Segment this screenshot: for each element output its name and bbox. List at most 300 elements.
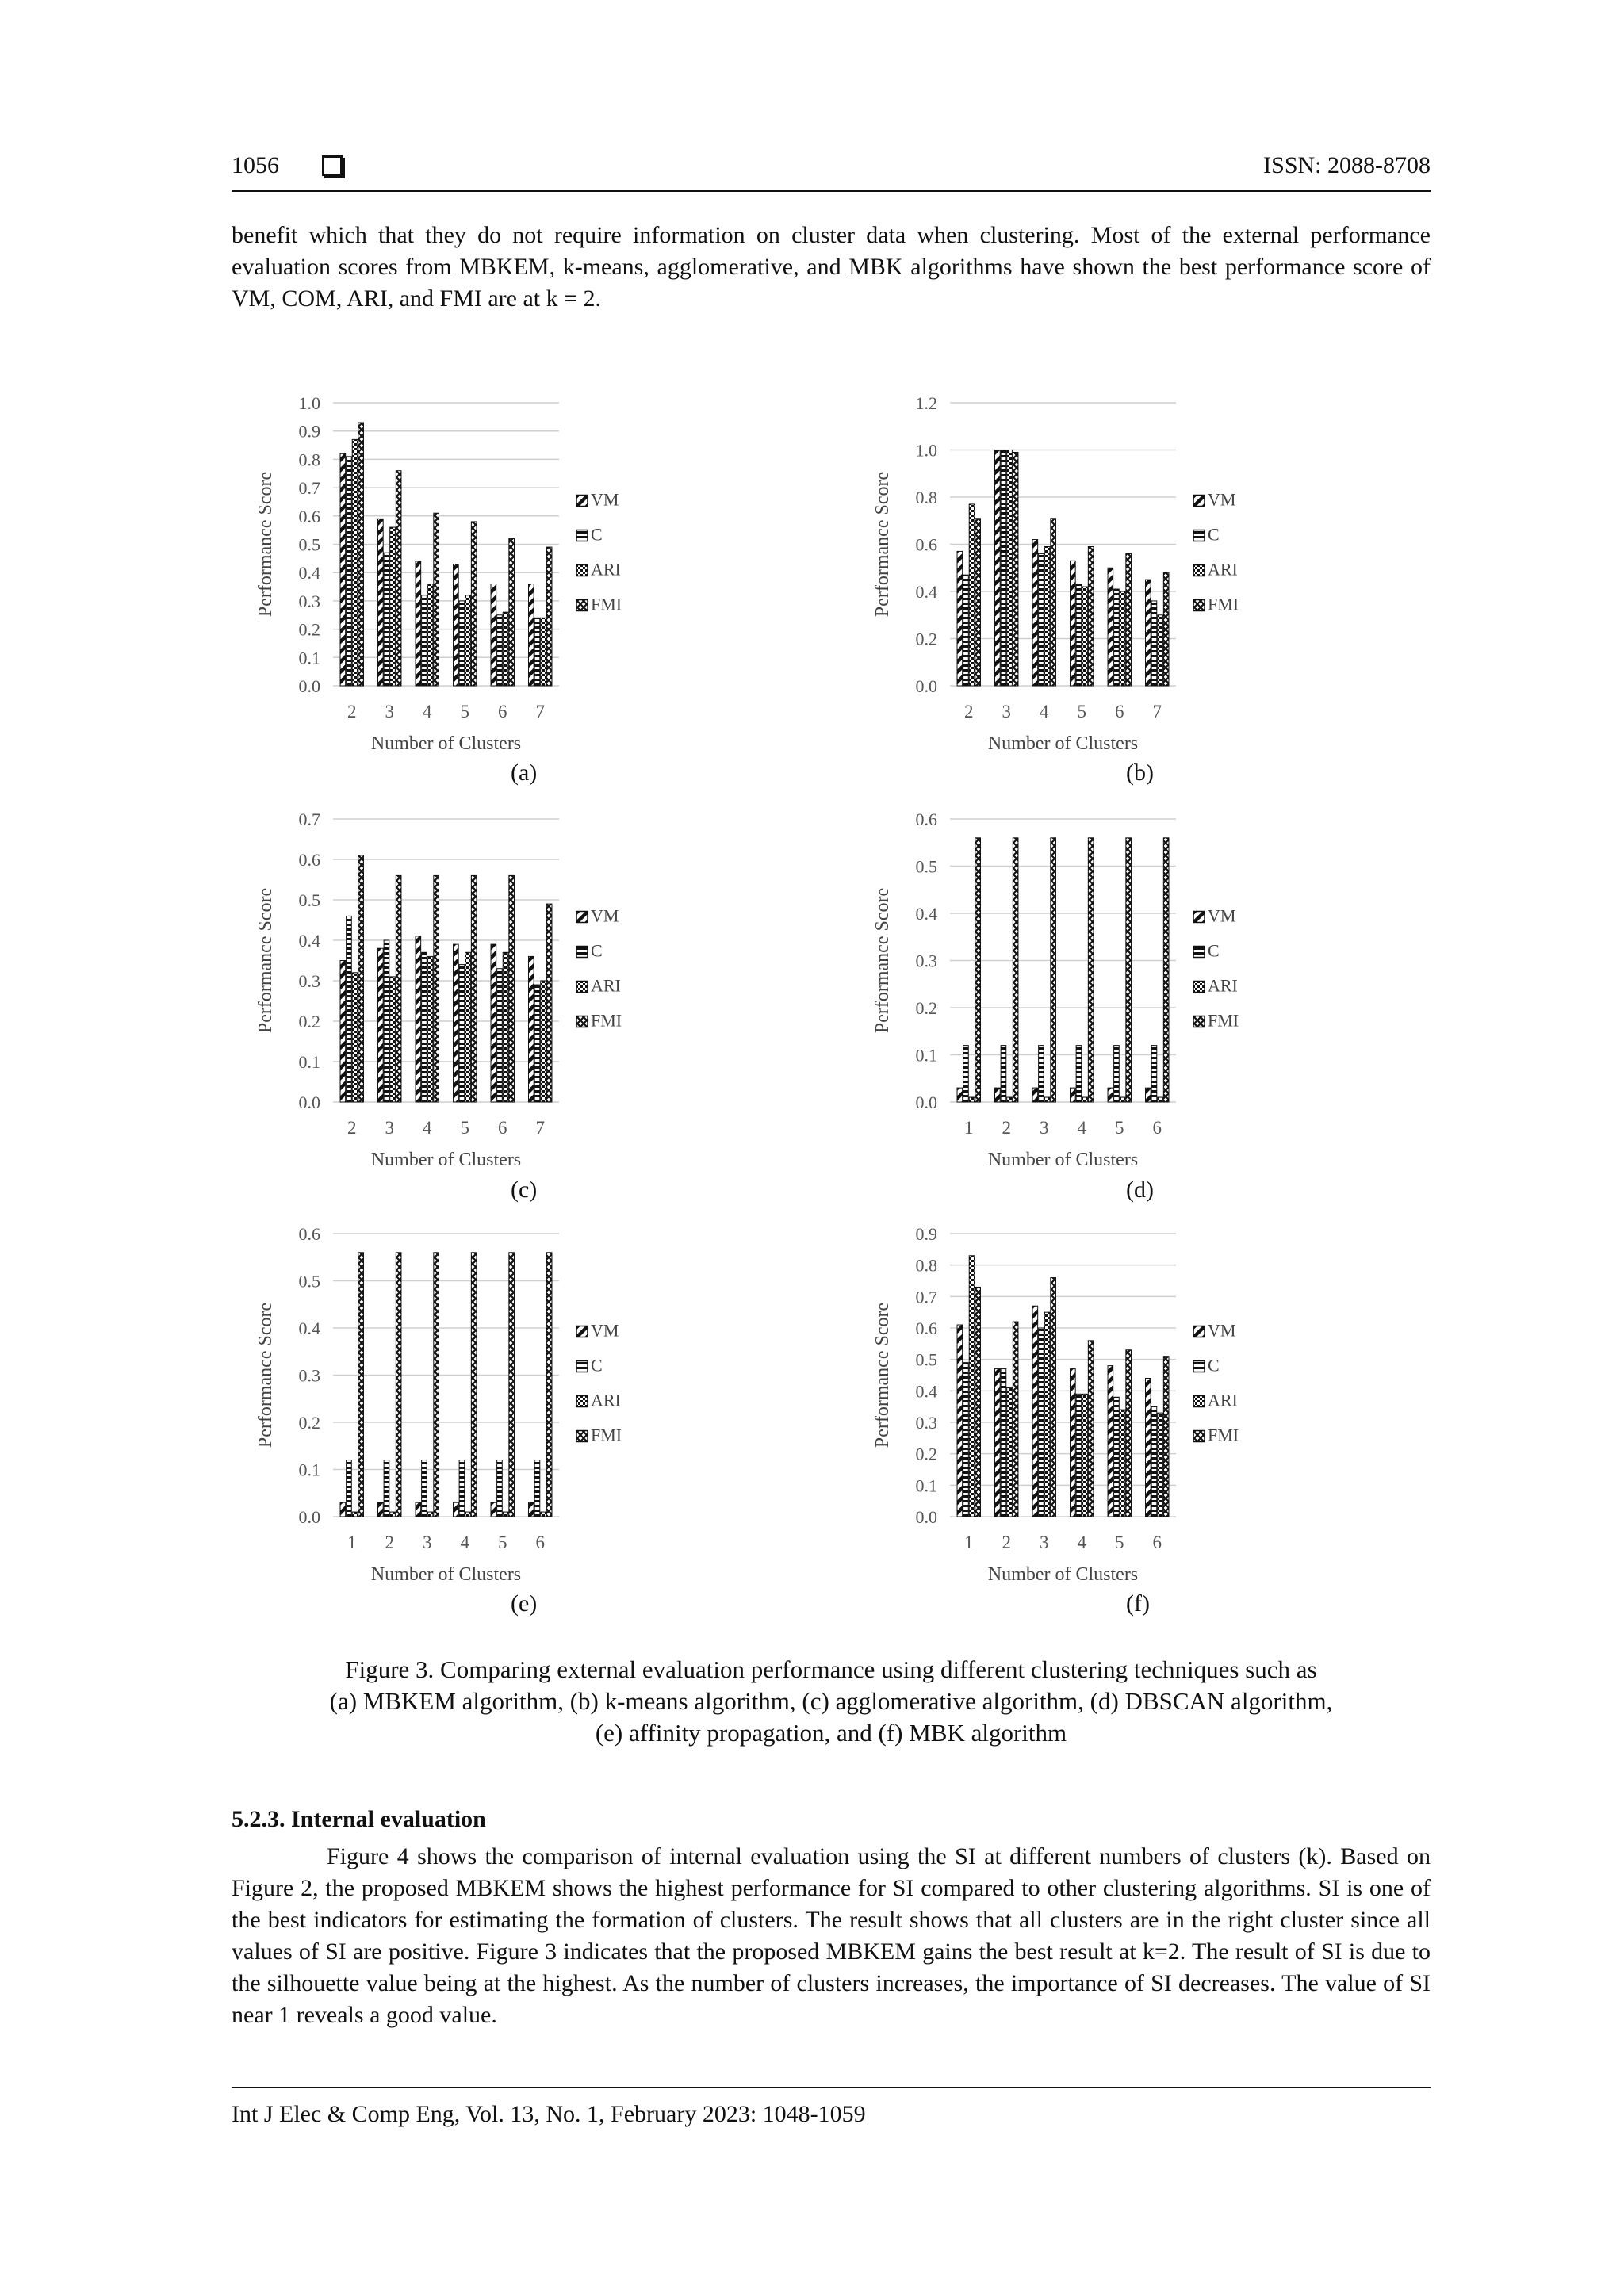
bar-vm <box>995 450 1001 687</box>
section-paragraph: Figure 4 shows the comparison of internal evaluation using the SI at different numbers of clusters (k). Based on Figure 2, the proposed MBKEM shows the highest performance for SI compared to other clustering algorithms. SI is one of the best indicators for estimating the formation of clusters. The result shows that all clusters are in the right cluster since all values of SI are positive. Figure 3 indicates that the proposed MBKEM gains the best result at k=2. The result of SI is due to the silhouette value being at the highest. As the number of clusters increases, the importance of SI decreases. The value of SI near 1 reveals a good value. <box>232 1843 1431 2028</box>
y-tick-label: 0.9 <box>915 1224 937 1244</box>
bar-vm <box>378 1502 384 1517</box>
y-tick-label: 0.7 <box>915 1287 937 1307</box>
bar-fmi <box>546 547 552 686</box>
bar-vm <box>416 1502 421 1517</box>
bar-ari <box>465 595 471 686</box>
legend-label: VM <box>1208 1320 1236 1341</box>
legend-swatch <box>1193 1431 1205 1442</box>
bar-c <box>1039 1046 1044 1102</box>
chart-e <box>238 1219 650 1592</box>
x-tick-label: 6 <box>498 702 508 721</box>
chart-a <box>238 388 650 761</box>
bar-c <box>1001 1369 1006 1517</box>
legend-swatch <box>576 912 588 923</box>
bar-fmi <box>1088 838 1094 1102</box>
bar-c <box>384 940 389 1102</box>
y-tick-label: 0.0 <box>298 1093 320 1112</box>
bar-ari <box>541 981 546 1102</box>
legend-swatch <box>576 1361 588 1372</box>
bar-vm <box>416 561 421 686</box>
x-tick-label: 4 <box>1040 702 1049 721</box>
x-tick-label: 6 <box>1152 1118 1162 1138</box>
subfigure-label-e: (e) <box>511 1590 538 1617</box>
y-tick-label: 0.4 <box>915 904 937 924</box>
y-tick-label: 0.4 <box>298 931 320 951</box>
bar-c <box>963 1363 969 1517</box>
bar-fmi <box>1051 519 1056 686</box>
bar-c <box>534 618 540 686</box>
bar-ari <box>1120 591 1125 686</box>
bar-vm <box>1108 1366 1113 1517</box>
x-tick-label: 5 <box>1077 702 1086 721</box>
legend-label: ARI <box>591 975 621 996</box>
chart-d <box>855 805 1267 1177</box>
y-tick-label: 0.4 <box>298 1318 320 1338</box>
y-tick-label: 0.6 <box>298 506 320 526</box>
bar-ari <box>1007 1097 1013 1102</box>
bar-fmi <box>975 519 981 686</box>
bar-c <box>384 1460 389 1517</box>
legend-swatch <box>1193 1396 1205 1407</box>
legend-label: C <box>1208 1355 1220 1376</box>
bar-vm <box>957 551 963 686</box>
bar-vm <box>1032 1088 1038 1102</box>
legend-label: FMI <box>1208 1425 1239 1445</box>
bar-c <box>1114 1046 1120 1102</box>
y-tick-label: 1.0 <box>915 440 937 461</box>
y-tick-label: 0.2 <box>915 998 937 1018</box>
legend-swatch <box>576 600 588 611</box>
bar-fmi <box>546 1253 552 1517</box>
bar-vm <box>995 1088 1001 1102</box>
legend-label: FMI <box>1208 1010 1239 1031</box>
bar-c <box>497 1460 503 1517</box>
bar-ari <box>1158 1413 1163 1517</box>
legend-label: ARI <box>1208 1390 1238 1410</box>
y-tick-label: 0.7 <box>298 478 320 499</box>
header-rule <box>232 190 1431 192</box>
bar-fmi <box>1163 1357 1169 1517</box>
bar-vm <box>416 936 421 1102</box>
footer-citation: Int J Elec & Comp Eng, Vol. 13, No. 1, February 2023: 1048-1059 <box>232 2101 866 2127</box>
bar-fmi <box>1013 838 1018 1102</box>
y-tick-label: 0.0 <box>298 1507 320 1527</box>
y-tick-label: 0.5 <box>298 534 320 555</box>
chart-f <box>855 1219 1267 1592</box>
bar-fmi <box>546 904 552 1102</box>
bar-c <box>347 457 352 686</box>
chart-panel-a <box>238 388 650 761</box>
bar-c <box>1114 1397 1120 1517</box>
y-tick-label: 0.1 <box>298 1460 320 1480</box>
footer-rule <box>232 2087 1431 2088</box>
bar-ari <box>1044 546 1050 686</box>
bar-vm <box>1108 1088 1113 1102</box>
bar-ari <box>1082 1394 1088 1517</box>
bar-c <box>422 952 427 1102</box>
x-tick-label: 4 <box>1077 1118 1086 1138</box>
legend-swatch <box>1193 565 1205 576</box>
bar-fmi <box>1126 838 1132 1102</box>
y-tick-label: 0.1 <box>298 1052 320 1072</box>
y-tick-label: 0.9 <box>298 421 320 442</box>
legend-swatch <box>576 1431 588 1442</box>
chart-panel-f <box>855 1219 1267 1592</box>
y-tick-label: 0.1 <box>915 1045 937 1066</box>
bar-c <box>422 1460 427 1517</box>
bar-ari <box>352 439 358 686</box>
x-axis-label: Number of Clusters <box>370 1564 522 1585</box>
bar-vm <box>529 584 534 686</box>
bar-fmi <box>509 538 515 686</box>
bar-vm <box>1146 1378 1151 1517</box>
x-tick-label: 1 <box>964 1533 974 1552</box>
bar-fmi <box>434 513 439 686</box>
bar-ari <box>1158 615 1163 686</box>
x-tick-label: 5 <box>498 1533 508 1552</box>
bar-fmi <box>358 855 364 1102</box>
bar-vm <box>491 584 496 686</box>
x-axis-label: Number of Clusters <box>987 733 1139 754</box>
legend-swatch <box>1193 1326 1205 1337</box>
bar-fmi <box>1088 546 1094 686</box>
legend-swatch <box>576 530 588 541</box>
subfigure-label-a: (a) <box>511 760 538 786</box>
x-tick-label: 4 <box>1077 1533 1086 1552</box>
bar-fmi <box>1051 838 1056 1102</box>
y-tick-label: 1.0 <box>298 393 320 413</box>
bar-ari <box>427 1512 433 1517</box>
bar-ari <box>465 952 471 1102</box>
bar-vm <box>454 564 459 686</box>
bar-vm <box>1071 1088 1076 1102</box>
bar-c <box>347 916 352 1102</box>
bar-vm <box>1108 568 1113 686</box>
legend-label: FMI <box>1208 594 1239 614</box>
x-axis-label: Number of Clusters <box>370 1150 522 1170</box>
x-tick-label: 4 <box>423 702 432 721</box>
bar-c <box>1114 589 1120 686</box>
caption-line: (a) MBKEM algorithm, (b) k-means algorithm, (c) agglomerative algorithm, (d) DBSCAN algorithm, <box>329 1687 1333 1715</box>
legend-label: VM <box>591 905 619 926</box>
legend-swatch <box>1193 530 1205 541</box>
bar-ari <box>465 1512 471 1517</box>
x-tick-label: 5 <box>1115 1533 1124 1552</box>
y-tick-label: 0.4 <box>915 582 937 602</box>
bar-fmi <box>434 875 439 1102</box>
bar-vm <box>1032 540 1038 686</box>
bar-c <box>1001 1046 1006 1102</box>
figure-caption <box>232 1654 1431 1749</box>
x-tick-label: 5 <box>1115 1118 1124 1138</box>
bar-c <box>1076 1046 1082 1102</box>
y-tick-label: 0.2 <box>298 619 320 640</box>
y-tick-label: 0.6 <box>298 1224 320 1244</box>
x-tick-label: 2 <box>347 702 357 721</box>
subfigure-label-b: (b) <box>1126 760 1154 786</box>
subfigure-label-d: (d) <box>1126 1177 1154 1203</box>
y-tick-label: 0.5 <box>298 1271 320 1292</box>
legend-swatch <box>1193 1361 1205 1372</box>
bar-vm <box>340 1502 346 1517</box>
x-axis-label: Number of Clusters <box>987 1564 1139 1585</box>
bar-c <box>497 969 503 1102</box>
y-tick-label: 0.6 <box>915 1318 937 1338</box>
bar-c <box>534 985 540 1102</box>
legend-swatch <box>1193 1016 1205 1027</box>
chart-panel-d <box>855 805 1267 1177</box>
bar-fmi <box>1013 452 1018 686</box>
bar-fmi <box>396 471 401 686</box>
y-tick-label: 0.5 <box>915 1349 937 1370</box>
bar-fmi <box>358 423 364 686</box>
bar-fmi <box>509 1253 515 1517</box>
x-tick-label: 6 <box>1152 1533 1162 1552</box>
issn-label: ISSN: 2088-8708 <box>1263 152 1431 178</box>
bar-c <box>1076 1394 1082 1517</box>
bar-fmi <box>1051 1278 1056 1517</box>
x-tick-label: 6 <box>535 1533 545 1552</box>
chart-c <box>238 805 650 1177</box>
y-axis-label: Performance Score <box>872 471 893 618</box>
x-tick-label: 7 <box>535 1118 545 1138</box>
bar-c <box>459 1460 465 1517</box>
bar-c <box>1151 1406 1157 1517</box>
legend-swatch <box>1193 496 1205 507</box>
bar-fmi <box>358 1253 364 1517</box>
bar-ari <box>1120 1097 1125 1102</box>
y-tick-label: 0.5 <box>298 890 320 910</box>
bar-ari <box>1007 1387 1013 1517</box>
bar-ari <box>1120 1410 1125 1517</box>
bar-fmi <box>975 1287 981 1517</box>
bar-vm <box>957 1325 963 1517</box>
legend-label: VM <box>1208 905 1236 926</box>
legend-swatch <box>1193 947 1205 958</box>
bar-c <box>1039 1328 1044 1517</box>
bar-ari <box>969 1256 975 1517</box>
bar-fmi <box>1163 838 1169 1102</box>
bar-ari <box>352 1512 358 1517</box>
bar-c <box>1151 601 1157 686</box>
legend-label: C <box>591 524 603 545</box>
y-tick-label: 0.4 <box>298 563 320 584</box>
subfigure-label-c: (c) <box>511 1177 538 1203</box>
bar-ari <box>390 977 396 1102</box>
caption-line: Figure 3. Comparing external evaluation performance using different clustering techniques such as <box>345 1655 1317 1683</box>
bar-c <box>963 575 969 686</box>
legend-swatch <box>576 1396 588 1407</box>
x-axis-label: Number of Clusters <box>370 733 522 754</box>
y-tick-label: 0.2 <box>915 629 937 649</box>
y-tick-label: 0.8 <box>915 1255 937 1276</box>
bar-c <box>384 553 389 686</box>
bar-vm <box>378 519 384 686</box>
y-tick-label: 0.8 <box>915 488 937 507</box>
y-tick-label: 0.0 <box>915 676 937 696</box>
bar-c <box>1076 584 1082 686</box>
chart-b <box>855 388 1267 761</box>
legend-label: C <box>1208 524 1220 545</box>
y-axis-label: Performance Score <box>872 1302 893 1448</box>
bar-fmi <box>1126 1350 1132 1517</box>
y-axis-label: Performance Score <box>255 1302 276 1448</box>
x-tick-label: 3 <box>1040 1533 1049 1552</box>
y-tick-label: 0.7 <box>298 809 320 829</box>
x-axis-label: Number of Clusters <box>987 1150 1139 1170</box>
legend-swatch <box>1193 982 1205 993</box>
x-tick-label: 2 <box>385 1533 394 1552</box>
bar-ari <box>1044 1312 1050 1517</box>
bar-c <box>1039 553 1044 686</box>
bar-fmi <box>1163 572 1169 686</box>
bar-vm <box>957 1088 963 1102</box>
legend-swatch <box>576 565 588 576</box>
legend-label: FMI <box>591 1425 622 1445</box>
chart-panel-b <box>855 388 1267 761</box>
bar-vm <box>529 956 534 1102</box>
bar-vm <box>378 948 384 1102</box>
y-tick-label: 0.6 <box>915 809 937 829</box>
bar-fmi <box>471 522 477 686</box>
x-tick-label: 3 <box>423 1533 432 1552</box>
bar-fmi <box>396 875 401 1102</box>
x-tick-label: 3 <box>385 702 394 721</box>
bar-c <box>347 1460 352 1517</box>
bar-ari <box>427 584 433 686</box>
y-tick-label: 0.6 <box>298 850 320 870</box>
bar-fmi <box>471 1253 477 1517</box>
legend-label: VM <box>1208 489 1236 510</box>
bar-fmi <box>1126 553 1132 686</box>
bar-ari <box>969 504 975 686</box>
x-tick-label: 2 <box>1002 1118 1011 1138</box>
y-tick-label: 0.3 <box>298 591 320 611</box>
x-tick-label: 4 <box>460 1533 469 1552</box>
y-tick-label: 0.6 <box>915 534 937 555</box>
x-tick-label: 6 <box>1115 702 1124 721</box>
y-tick-label: 0.3 <box>298 971 320 991</box>
bar-vm <box>1071 1369 1076 1517</box>
legend-label: C <box>591 1355 603 1376</box>
section-heading: 5.2.3. Internal evaluation <box>232 1806 486 1832</box>
x-tick-label: 6 <box>498 1118 508 1138</box>
bar-ari <box>1044 1097 1050 1102</box>
bar-fmi <box>509 875 515 1102</box>
x-tick-label: 2 <box>1002 1533 1011 1552</box>
legend-swatch <box>576 496 588 507</box>
y-tick-label: 0.1 <box>915 1475 937 1496</box>
bar-c <box>534 1460 540 1517</box>
y-tick-label: 0.4 <box>915 1381 937 1402</box>
legend-swatch <box>576 982 588 993</box>
bar-vm <box>995 1369 1001 1517</box>
bar-fmi <box>975 838 981 1102</box>
y-tick-label: 0.0 <box>298 676 320 696</box>
bar-vm <box>1071 561 1076 686</box>
bar-fmi <box>1088 1341 1094 1517</box>
intro-paragraph: benefit which that they do not require information on cluster data when clustering. Most of the external performance evaluation scores from MBKEM, k-means, agglomerative, and MBK algorithms have shown the best performance score of VM, COM, ARI, and FMI are at k = 2. <box>232 222 1431 312</box>
x-tick-label: 3 <box>1040 1118 1049 1138</box>
bar-vm <box>491 944 496 1102</box>
x-tick-label: 7 <box>535 702 545 721</box>
y-tick-label: 1.2 <box>915 393 937 413</box>
legend-label: C <box>1208 940 1220 961</box>
y-tick-label: 0.8 <box>298 450 320 470</box>
bar-vm <box>1146 1088 1151 1102</box>
bar-fmi <box>1013 1322 1018 1517</box>
bar-c <box>422 595 427 686</box>
legend-swatch <box>576 947 588 958</box>
chart-panel-e <box>238 1219 650 1592</box>
y-tick-label: 0.3 <box>915 951 937 971</box>
legend-label: ARI <box>591 559 621 580</box>
legend-label: FMI <box>591 594 622 614</box>
bar-ari <box>1158 1097 1163 1102</box>
legend-swatch <box>1193 600 1205 611</box>
y-tick-label: 0.2 <box>298 1012 320 1031</box>
bar-ari <box>503 1512 508 1517</box>
bar-vm <box>340 453 346 686</box>
bar-ari <box>503 952 508 1102</box>
bar-ari <box>541 1512 546 1517</box>
bar-fmi <box>396 1253 401 1517</box>
bar-vm <box>454 944 459 1102</box>
x-tick-label: 1 <box>347 1533 357 1552</box>
legend-label: ARI <box>1208 559 1238 580</box>
bar-c <box>963 1046 969 1102</box>
bar-ari <box>390 1512 396 1517</box>
bar-ari <box>1082 587 1088 686</box>
legend-label: VM <box>591 489 619 510</box>
bar-ari <box>503 612 508 686</box>
bar-ari <box>969 1097 975 1102</box>
y-tick-label: 0.0 <box>915 1507 937 1527</box>
bar-vm <box>529 1502 534 1517</box>
x-tick-label: 2 <box>964 702 974 721</box>
bar-vm <box>1032 1306 1038 1517</box>
legend-label: C <box>591 940 603 961</box>
bar-vm <box>454 1502 459 1517</box>
bar-c <box>459 965 465 1102</box>
y-axis-label: Performance Score <box>872 887 893 1034</box>
bar-c <box>1001 450 1006 687</box>
y-tick-label: 0.3 <box>915 1413 937 1433</box>
bar-ari <box>1007 450 1013 687</box>
bar-ari <box>352 973 358 1102</box>
y-tick-label: 0.2 <box>298 1413 320 1433</box>
bar-c <box>1151 1046 1157 1102</box>
x-tick-label: 5 <box>460 702 469 721</box>
bar-fmi <box>434 1253 439 1517</box>
y-tick-label: 0.0 <box>915 1093 937 1112</box>
y-tick-label: 0.3 <box>298 1365 320 1386</box>
legend-label: FMI <box>591 1010 622 1031</box>
bar-c <box>459 601 465 686</box>
bar-ari <box>390 527 396 686</box>
y-tick-label: 0.5 <box>915 856 937 877</box>
x-tick-label: 2 <box>347 1118 357 1138</box>
legend-swatch <box>1193 912 1205 923</box>
legend-swatch <box>576 1326 588 1337</box>
legend-label: ARI <box>591 1390 621 1410</box>
subfigure-label-f: (f) <box>1126 1590 1150 1617</box>
legend-label: ARI <box>1208 975 1238 996</box>
caption-line: (e) affinity propagation, and (f) MBK algorithm <box>595 1719 1067 1747</box>
bar-c <box>497 615 503 686</box>
chart-panel-c <box>238 805 650 1177</box>
